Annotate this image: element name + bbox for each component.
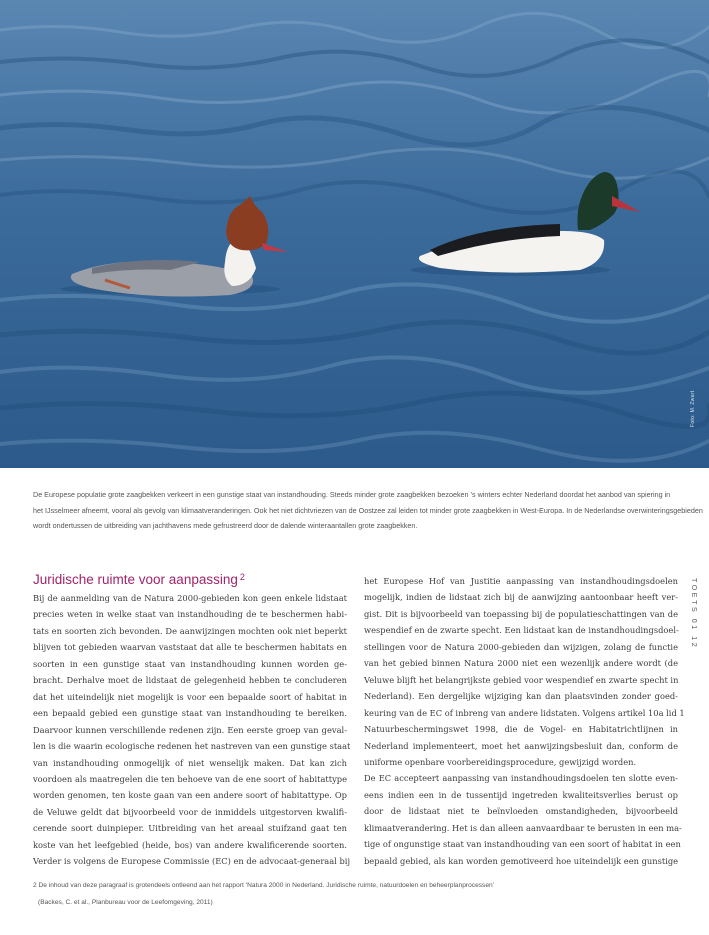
body-line: door de lidstaat niet te beïnvloeden omstandigheden, bijvoorbeeld: [364, 806, 678, 817]
body-line: Natuurbeschermingswet 1998, die de Vogel- en Habitatrichtlijnen in: [364, 724, 678, 735]
body-line: cerende soort duinpieper. Uitbreiding van het areaal stuifzand gaat ten: [33, 823, 347, 834]
body-line: uniforme openbare voorbereidingsprocedure, gewijzigd worden.: [364, 756, 637, 767]
body-line: de Veluwe geldt dat bijvoorbeeld voor de inmiddels uitgestorven kwalifi-: [33, 806, 347, 817]
page-side-label: TOETS 01 12: [690, 578, 697, 650]
body-line: Nederland). Een dergelijke wijziging kan dan plaatsvinden zonder goed-: [364, 691, 678, 702]
body-line: het Europese Hof van Justitie aanpassing van instandhoudingsdoelen: [364, 576, 678, 586]
body-column-left: [33, 590, 351, 870]
body-line: koste van het leefgebied (heide, bos) van andere kwalificerende soorten.: [33, 839, 347, 850]
footnote-line: (Backes, C. et al., Planbureau voor de Leefomgeving, 2011): [38, 898, 213, 906]
footnote-reference: 2: [239, 572, 245, 582]
body-line: eens indien een in de tussentijd ingetreden kwaliteitsverlies berust op: [364, 789, 678, 800]
body-line: klimaatverandering. Het is dan alleen aanvaardbaar te berusten in een ma-: [364, 822, 682, 833]
body-line: blijven tot gebieden waarvan vaststaat dat alle te beschermen habitats en: [33, 642, 347, 653]
body-line: keuring van de EC of inbreng van andere lidstaten. Volgens artikel 10a lid 1: [364, 707, 685, 718]
photo-caption: [33, 487, 703, 534]
body-line: bepaald gebied, als kan worden gemotiveerd hoe uiteindelijk een gunstige: [364, 855, 679, 866]
body-line: een bepaald gebied een gunstige staat van instandhouding te bereiken.: [33, 708, 347, 719]
caption-line: het IJsselmeer afneemt, vooral als gevolg van klimaatveranderingen. Ook het niet dichtvriezen van de Oostzee zal leiden tot minder grote zaagbekken in West-Europa. In de Nederlandse overwinteringsgebieden: [33, 505, 703, 515]
body-line: Verder is volgens de Europese Commissie (EC) en de advocaat-generaal bij: [33, 856, 351, 867]
body-line: Daarvoor kunnen verschillende redenen zijn. Een eerste groep van geval-: [33, 724, 347, 735]
section-heading-text: Juridische ruimte voor aanpassing: [33, 572, 238, 587]
body-line: van het gebied binnen Natura 2000 niet een wezenlijk andere wordt (de: [364, 658, 678, 669]
body-line: len is die waarin ecologische redenen het nastreven van een gunstige staat: [33, 741, 351, 752]
body-column-right: [364, 573, 685, 869]
body-line: gist. Dit is bijvoorbeeld van toepassing bij de populatieschattingen van de: [364, 608, 678, 619]
footnote: [33, 878, 494, 911]
caption-line: wordt ondertussen de uitbreiding van jachthavens mede gefrustreerd door de dalende winteraantallen grote zaagbekken.: [33, 521, 418, 530]
photo-credit: Foto: M. Zwart: [690, 390, 696, 427]
body-line: mogelijk, indien de lidstaat zich bij de aanwijzing aantoonbaar heeft ver-: [364, 592, 678, 603]
body-line: De EC accepteert aanpassing van instandhoudingsdoelen ten slotte even-: [364, 773, 678, 784]
body-line: tats en soorten zich bevonden. De aanwijzingen mochten ook niet beperkt: [33, 625, 347, 636]
body-line: soorten in een gunstige staat van instandhouding kunnen worden ge-: [33, 658, 347, 669]
body-line: precies weten in welke staat van instandhouding de te beschermen habi-: [33, 609, 347, 620]
body-line: Veluwe blijft het belangrijkste gebied voor wespendief en zwarte specht in: [364, 674, 679, 685]
body-line: van instandhouding onmogelijk of niet wenselijk maken. Dat kan zich: [33, 757, 347, 768]
body-line: stellingen voor de Natura 2000-gebieden dan wijzigen, zolang de functie: [364, 641, 678, 652]
body-line: wespendief en de zwarte specht. Een lidstaat kan de instandhoudingsdoel-: [364, 625, 679, 636]
caption-line: De Europese populatie grote zaagbekken verkeert in een gunstige staat van instandhouding. Steeds minder grote zaagbekken bezoeken ’s winters echter Nederland doordat het aanbod van spiering in: [33, 490, 671, 499]
body-line: tige of ongunstige staat van instandhouding van een soort of habitat in een: [364, 839, 681, 850]
footnote-line: 2 De inhoud van deze paragraaf is grotendeels ontleend aan het rapport ‘Natura 2000 in Nederland. Juridische ruimte, natuurdoelen en beheerplanprocessen’: [33, 882, 495, 889]
body-line: bracht. Derhalve moet de lidstaat de gelegenheid hebben te concluderen: [33, 675, 347, 686]
body-line: dat het uiteindelijk niet mogelijk is voor een bepaalde soort of habitat in: [33, 691, 347, 702]
section-heading: [33, 572, 245, 587]
body-line: voordoen als maatregelen die ten behoeve van de ene soort of habitattype: [33, 773, 347, 784]
body-line: Bij de aanmelding van de Natura 2000-gebieden kon geen enkele lidstaat: [33, 593, 347, 603]
body-line: worden genomen, ten koste gaan van een andere soort of habitattype. Op: [33, 790, 347, 801]
body-line: Nederland implementeert, moet het aanwijzingsbesluit dan, conform de: [364, 740, 678, 751]
